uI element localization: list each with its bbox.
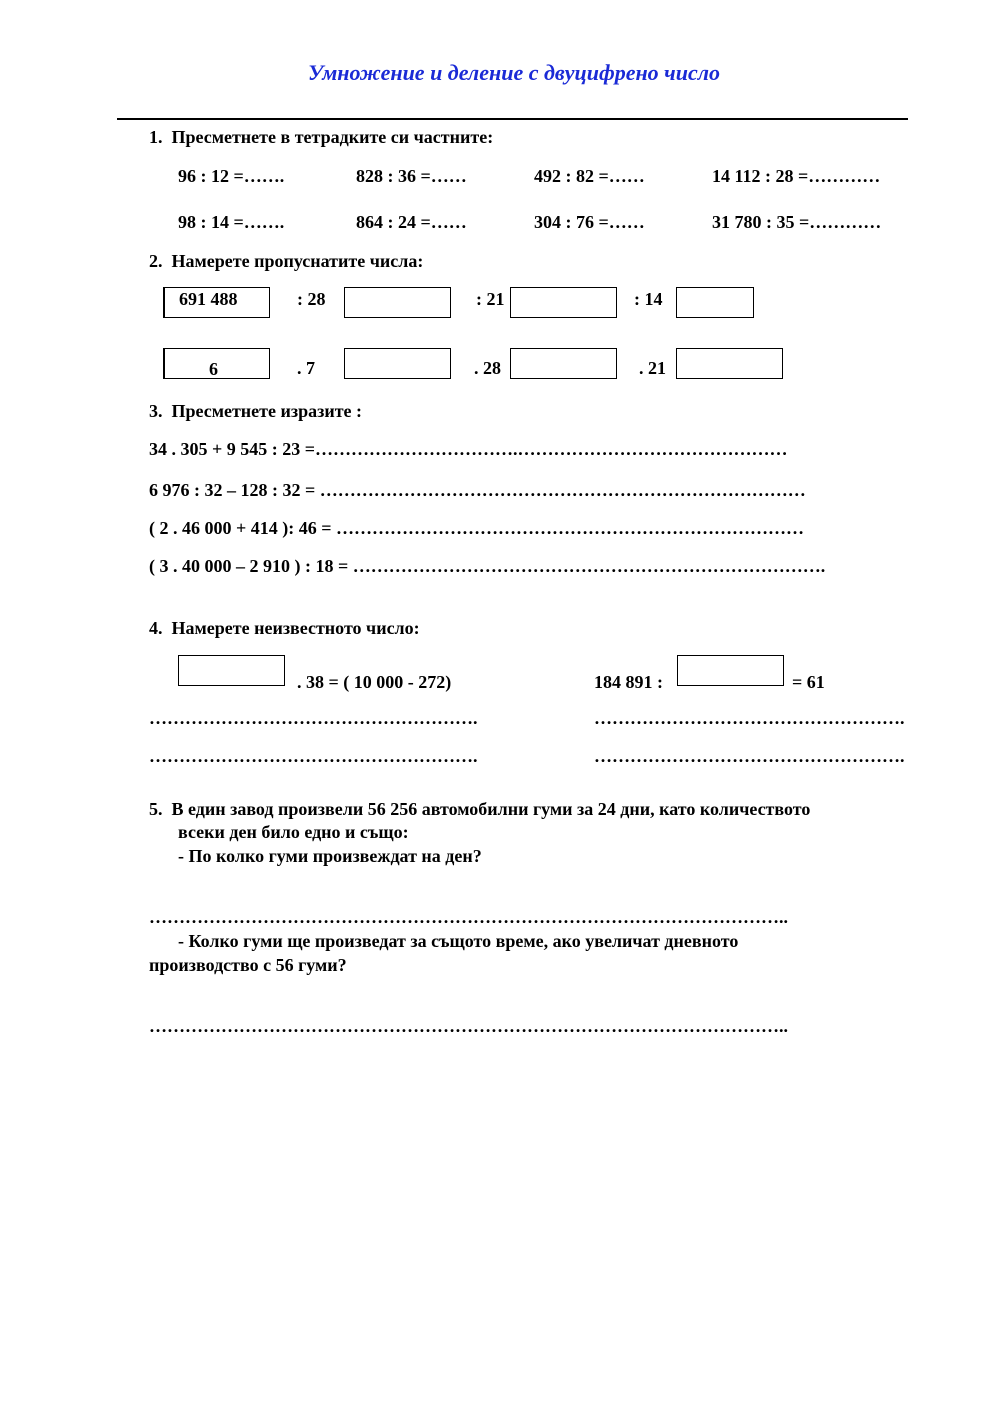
task3-expr-3: ( 2 . 46 000 + 414 ): 46 = …………………………………………………………………… <box>149 518 804 538</box>
chain1-answer-box-2[interactable] <box>510 287 617 318</box>
task4-heading: 4. Намерете неизвестното число: <box>149 618 420 638</box>
chain1-op-1: : 28 <box>297 289 326 309</box>
task5-problem-line-1: 5. В един завод произвели 56 256 автомобилни гуми за 24 дни, като количеството <box>149 799 811 819</box>
task2-heading: 2. Намерете пропуснатите числа: <box>149 251 424 271</box>
task4-work-line-left-1: ………………………………………………. <box>149 708 478 728</box>
chain1-op-2: : 21 <box>476 289 505 309</box>
task1-r1-c1: 96 : 12 =……. <box>178 166 285 186</box>
task1-r2-c2: 864 : 24 =…… <box>356 212 467 232</box>
task4-unknown-box-left[interactable] <box>178 655 285 686</box>
chain2-op-1: . 7 <box>297 358 315 378</box>
chain2-start-box <box>163 348 270 379</box>
task3-heading: 3. Пресметнете изразите : <box>149 401 363 421</box>
task5-question-1: - По колко гуми произвеждат на ден? <box>178 846 482 866</box>
task1-r2-c3: 304 : 76 =…… <box>534 212 645 232</box>
chain1-start-box <box>163 287 270 318</box>
task5-problem-line-2: всеки ден било едно и също: <box>178 822 409 842</box>
chain2-op-3: . 21 <box>639 358 666 378</box>
task1-r1-c2: 828 : 36 =…… <box>356 166 467 186</box>
task1-r1-c4: 14 112 : 28 =………… <box>712 166 881 186</box>
task1-r1-c3: 492 : 82 =…… <box>534 166 645 186</box>
chain1-answer-box-1[interactable] <box>344 287 451 318</box>
task5-question-2-line-2: производство с 56 гуми? <box>149 955 347 975</box>
chain2-start-value: 6 <box>209 359 218 379</box>
task4-left-expression: . 38 = ( 10 000 - 272) <box>297 672 452 692</box>
task1-r2-c4: 31 780 : 35 =………… <box>712 212 882 232</box>
page-title: Умножение и деление с двуцифрено число <box>307 60 721 85</box>
chain1-op-3: : 14 <box>634 289 663 309</box>
task4-right-suffix: = 61 <box>792 672 825 692</box>
task4-work-line-right-2: ……………………………………………. <box>594 746 905 766</box>
task4-unknown-box-right[interactable] <box>677 655 784 686</box>
task1-heading: 1. Пресметнете в тетрадките си частните: <box>149 127 494 147</box>
chain1-start-value: 691 488 <box>179 289 238 309</box>
chain2-answer-box-1[interactable] <box>344 348 451 379</box>
task4-work-line-right-1: ……………………………………………. <box>594 708 905 728</box>
task5-answer-line-2: …………………………………………………………………………………………….. <box>149 1016 788 1036</box>
chain1-answer-box-3[interactable] <box>676 287 754 318</box>
task5-question-2-line-1: - Колко гуми ще произведат за същото време, ако увеличат дневното <box>178 931 739 951</box>
chain2-answer-box-2[interactable] <box>510 348 617 379</box>
task4-right-prefix: 184 891 : <box>594 672 663 692</box>
task1-r2-c1: 98 : 14 =……. <box>178 212 285 232</box>
task3-expr-4: ( 3 . 40 000 – 2 910 ) : 18 = ……………………………………………………………………. <box>149 556 826 576</box>
chain2-answer-box-3[interactable] <box>676 348 783 379</box>
task5-answer-line-1: …………………………………………………………………………………………….. <box>149 907 788 927</box>
chain2-op-2: . 28 <box>474 358 501 378</box>
task3-expr-2: 6 976 : 32 – 128 : 32 = ……………………………………………………………………… <box>149 480 806 500</box>
task3-expr-1: 34 . 305 + 9 545 : 23 =…………………………….……………………………………… <box>149 439 788 459</box>
title-divider <box>117 118 908 120</box>
task4-work-line-left-2: ………………………………………………. <box>149 746 478 766</box>
